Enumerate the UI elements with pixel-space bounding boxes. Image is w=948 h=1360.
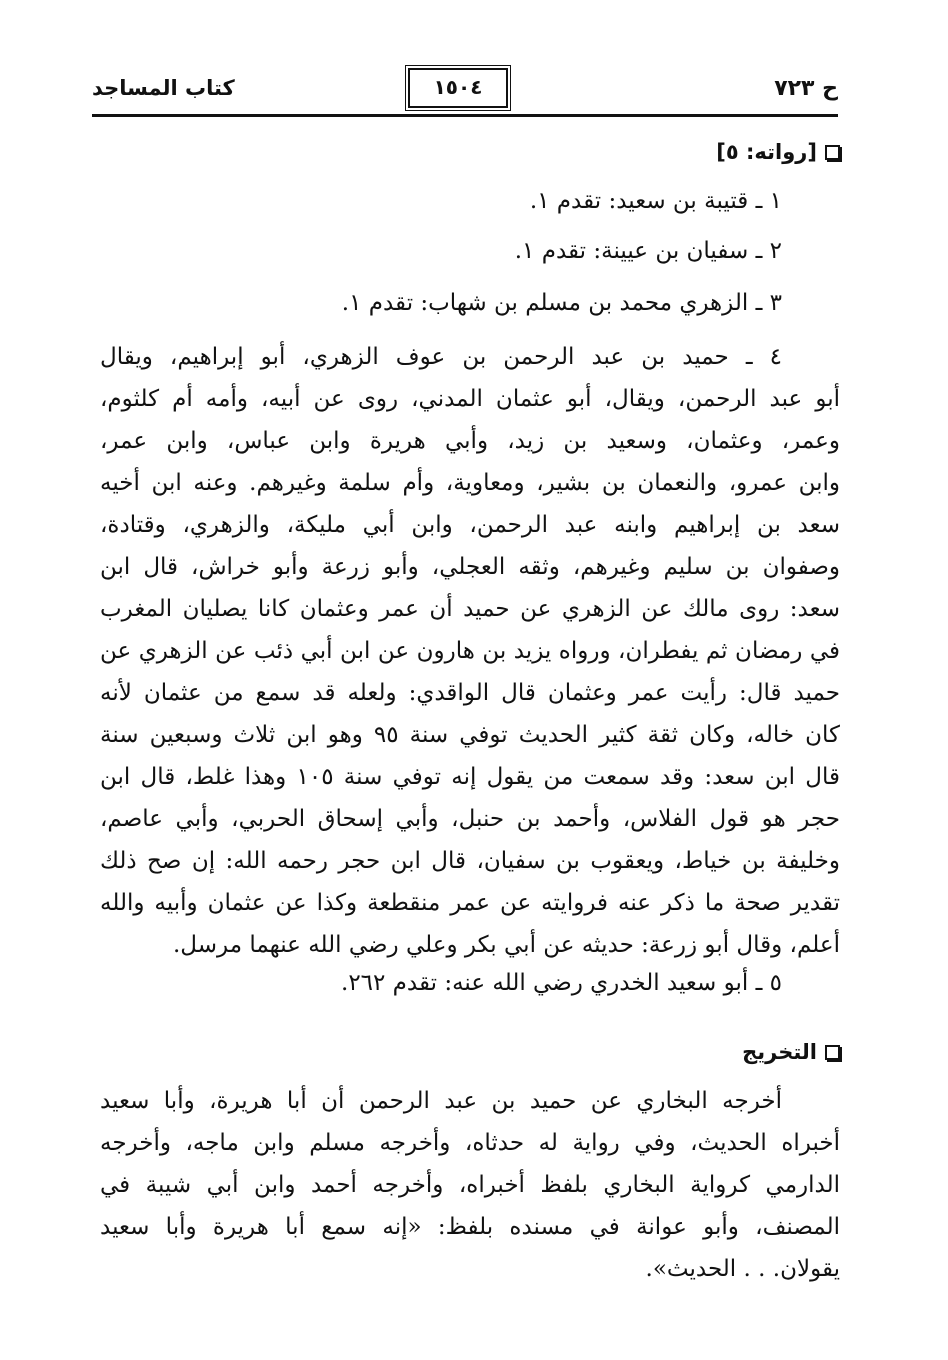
hadith-reference: ح ٧٢٣ [774,76,838,101]
page-header [92,70,838,116]
paragraph-line: الدارمي كرواية البخاري بلفظ أخبراه، وأخرجه أحمد وابن أبي شيبة في [100,1172,840,1198]
paragraph-line: في رمضان ثم يفطران، ورواه يزيد بن هارون عن ابن أبي ذئب عن الزهري عن [100,638,840,664]
narrator-item-1: ١ ـ قتيبة بن سعيد: تقدم ١. [529,188,782,214]
paragraph-line: وعمر، وعثمان، وسعيد بن زيد، وأبي هريرة وابن عباس، وابن عمر، [100,428,840,454]
paragraph-line: سعد بن إبراهيم وابنه عبد الرحمن، وابن أبي مليكة، والزهري، وقتادة، [100,512,840,538]
paragraph-line: وخليفة بن خياط، ويعقوب بن سفيان، قال ابن حجر رحمه الله: إن صح ذلك [100,848,840,874]
paragraph-line: أعلم، وقال أبو زرعة: حديثه عن أبي بكر وعلي رضي الله عنهما مرسل. [173,932,840,958]
paragraph-line: المصنف، وأبو عوانة في مسنده بلفظ: «إنه سمع أبا هريرة وأبا سعيد [100,1214,840,1240]
paragraph-line: حجر هو قول الفلاس، وأحمد بن حنبل، وأبي إسحاق الحربي، وأبي عاصم، [100,806,840,832]
paragraph-line: قال ابن سعد: وقد سمعت من يقول إنه توفي سنة ١٠٥ وهذا غلط، قال ابن [100,764,840,790]
paragraph-line: كان خاله، وكان ثقة كثير الحديث توفي سنة ٩٥ وهو ابن ثلاث وسبعين سنة [100,722,840,748]
checkbox-square-icon [825,1045,840,1060]
paragraph-line: وصفوان بن سليم وغيرهم، وثقه العجلي، وأبو زرعة وأبو خراش، قال ابن [100,554,840,580]
header-rule [92,114,838,117]
narrators-heading [716,140,840,164]
narrator-item-3: ٣ ـ الزهري محمد بن مسلم بن شهاب: تقدم ١. [341,290,782,316]
narrator-item-2: ٢ ـ سفيان بن عيينة: تقدم ١. [514,238,782,264]
paragraph-line: سعد: روى مالك عن الزهري عن حميد أن عمر وعثمان كانا يصليان المغرب [100,596,840,622]
takhrij-paragraph [100,1080,840,1290]
book-title: كتاب المساجد [92,76,235,100]
paragraph-line: أخرجه البخاري عن حميد بن عبد الرحمن أن أبا هريرة، وأبا سعيد [100,1088,782,1114]
takhrij-heading-label: التخريج [742,1040,817,1064]
paragraph-line: حميد قال: رأيت عمر وعثمان قال الواقدي: ولعله قد سمع من عثمان لأنه [100,680,840,706]
paragraph-line: تقدير صحة ما ذكر عنه فروايته عن عمر منقطعة وكذا عن عثمان وأبيه والله [100,890,840,916]
takhrij-heading [742,1040,840,1064]
paragraph-line: أبو عبد الرحمن، ويقال، أبو عثمان المدني، روى عن أبيه، وأمه أم كلثوم، [100,386,840,412]
narrator-item-5: ٥ ـ أبو سعيد الخدري رضي الله عنه: تقدم ٢٦٢. [341,970,782,996]
narrator-item-4-paragraph [100,336,840,966]
paragraph-line: يقولان. . . الحديث». [645,1256,840,1282]
paragraph-line: أخبراه الحديث، وفي رواية له حدثاه، وأخرجه مسلم وابن ماجه، وأخرجه [100,1130,840,1156]
page-number: ١٥٠٤ [408,68,508,108]
narrators-heading-label: [رواته: ٥] [716,140,817,164]
paragraph-line: وابن عمرو، والنعمان بن بشير، ومعاوية، وأم سلمة وغيرهم. وعنه ابن أخيه [100,470,840,496]
paragraph-line: ٤ ـ حميد بن عبد الرحمن بن عوف الزهري، أبو إبراهيم، ويقال [100,344,782,370]
checkbox-square-icon [825,145,840,160]
